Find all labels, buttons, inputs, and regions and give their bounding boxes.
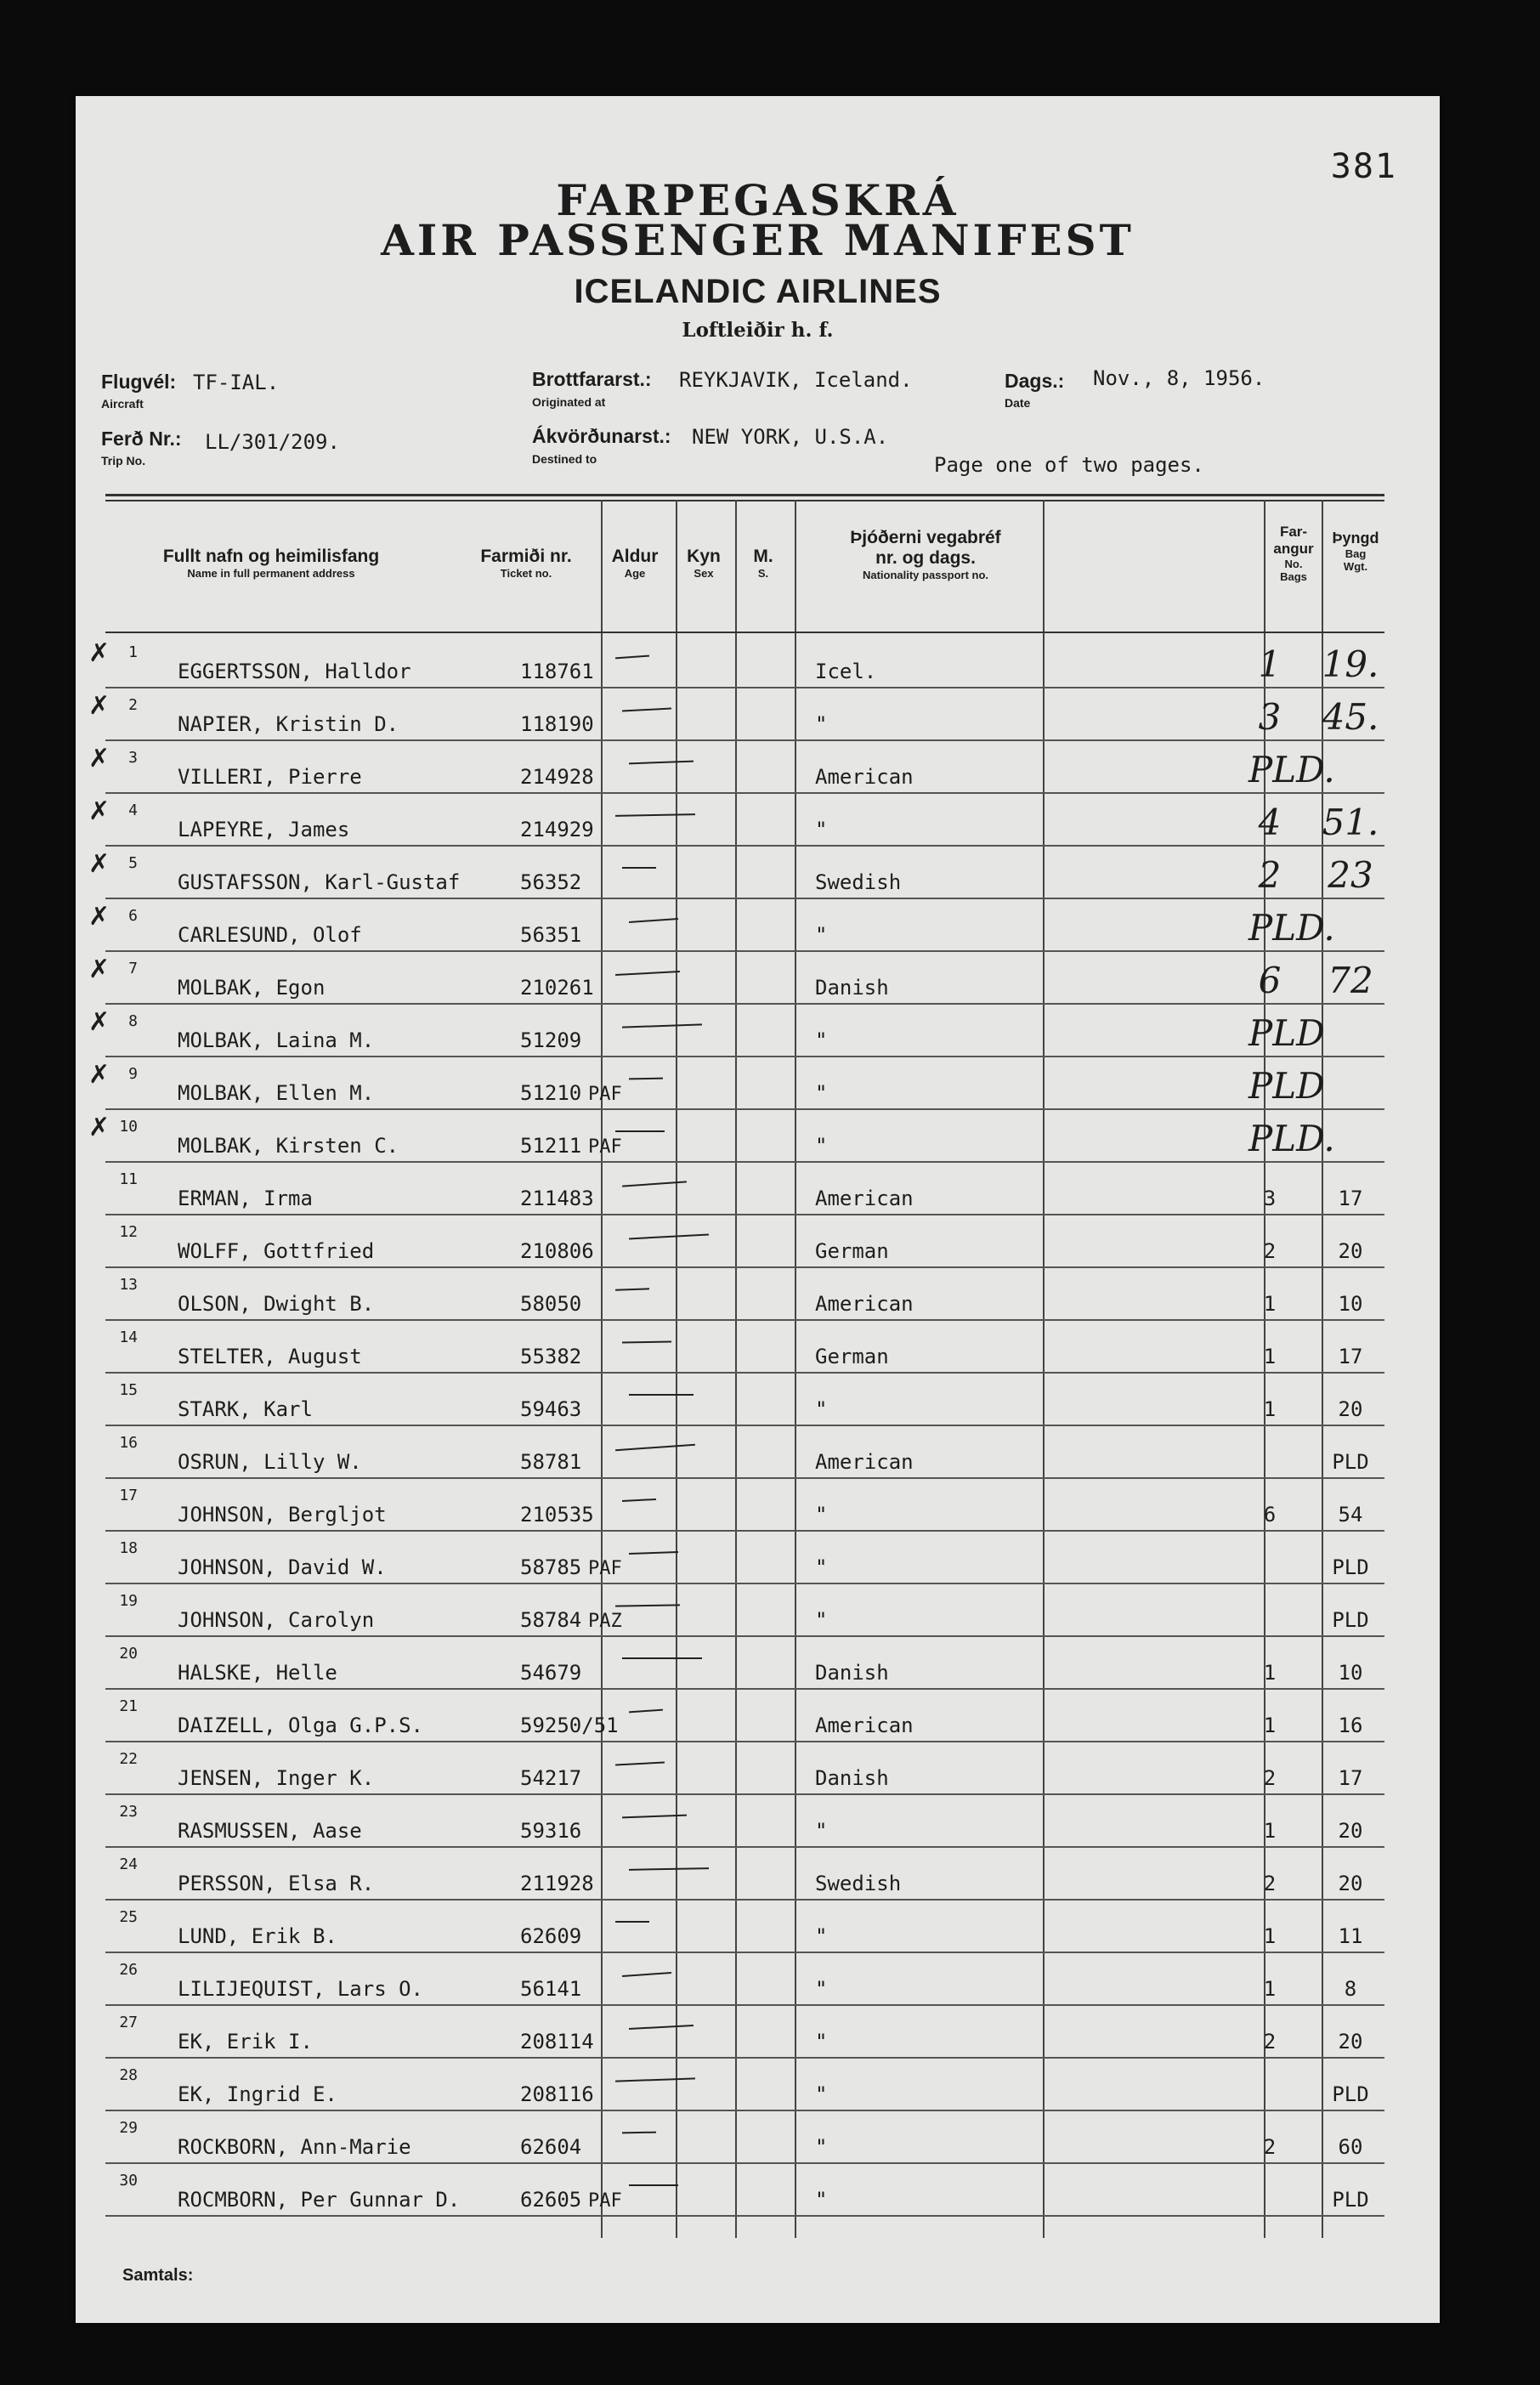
row-number: 22: [119, 1750, 138, 1768]
bag-weight: 8: [1344, 1977, 1357, 2001]
table-row: [105, 1635, 1384, 1690]
bag-weight: 20: [1338, 1819, 1363, 1843]
nationality: ": [815, 712, 828, 736]
row-number: 29: [119, 2119, 138, 2137]
ticket-number: 208114: [520, 2030, 594, 2054]
nationality: ": [815, 1924, 828, 1948]
bags-count: 2: [1263, 2135, 1277, 2159]
pen-stroke: [615, 655, 649, 660]
bag-weight: PLD: [1332, 2188, 1369, 2212]
bags-count: 1: [1258, 643, 1282, 685]
col-ms-header: M. S.: [753, 547, 773, 580]
bag-weight: 54: [1338, 1503, 1363, 1527]
passenger-name: EGGERTSSON, Halldor: [178, 660, 411, 683]
table-row: [105, 2004, 1384, 2059]
table-row: [88, 950, 1384, 1005]
date-sublabel: Date: [1005, 396, 1031, 410]
bag-weight: 60: [1338, 2135, 1363, 2159]
bag-weight: 17: [1338, 1345, 1363, 1368]
passenger-name: EK, Erik I.: [178, 2030, 313, 2054]
ticket-number: 58781: [520, 1450, 582, 1474]
table-row: [105, 1530, 1384, 1584]
bags-count: 6: [1258, 960, 1282, 1001]
passenger-name: CARLESUND, Olof: [178, 923, 362, 947]
table-row: [105, 1319, 1384, 1374]
check-mark: ✗: [88, 850, 110, 878]
nationality: ": [815, 1081, 828, 1105]
pen-stroke: [615, 971, 680, 976]
passenger-name: JOHNSON, David W.: [178, 1555, 387, 1579]
table-row: [88, 634, 1384, 688]
ticket-number: 56141: [520, 1977, 582, 2001]
check-mark: ✗: [88, 797, 110, 825]
passenger-name: ROCKBORN, Ann-Marie: [178, 2135, 411, 2159]
trip-value: LL/301/209.: [205, 430, 340, 454]
nationality: American: [815, 765, 914, 789]
nationality: ": [815, 923, 828, 947]
ticket-number: 62604: [520, 2135, 582, 2159]
bags-count: PLD.: [1248, 907, 1335, 949]
passenger-name: EK, Ingrid E.: [178, 2082, 337, 2106]
ticket-number: 208116: [520, 2082, 594, 2106]
bags-count: 2: [1263, 2030, 1277, 2054]
table-row: [105, 1425, 1384, 1479]
destination-value: NEW YORK, U.S.A.: [692, 425, 889, 449]
pen-stroke: [629, 1709, 663, 1714]
col-nationality-header: Þjóðerni vegabréf nr. og dags. Nationality passport no.: [850, 528, 1001, 581]
passenger-name: MOLBAK, Egon: [178, 976, 326, 1000]
table-row: [105, 1952, 1384, 2006]
check-mark: ✗: [88, 1008, 110, 1036]
table-row: [88, 687, 1384, 741]
row-number: 15: [119, 1381, 138, 1399]
bags-count: PLD.: [1248, 749, 1335, 790]
bags-count: 1: [1263, 1292, 1277, 1316]
row-number: 24: [119, 1855, 138, 1873]
table-row: [105, 2162, 1384, 2217]
table-row: [105, 1688, 1384, 1742]
ticket-number: 56351: [520, 923, 582, 947]
ticket-number: 210806: [520, 1239, 594, 1263]
passenger-name: WOLFF, Gottfried: [178, 1239, 375, 1263]
ticket-number: 59250/51: [520, 1714, 619, 1737]
pen-stroke: [622, 1657, 702, 1659]
row-number: 13: [119, 1276, 138, 1294]
ticket-number: 210261: [520, 976, 594, 1000]
check-mark: ✗: [88, 955, 110, 983]
row-number: 20: [119, 1645, 138, 1663]
bags-count: 2: [1263, 1239, 1277, 1263]
pen-stroke: [615, 1130, 665, 1132]
aircraft-sublabel: Aircraft: [101, 397, 144, 411]
nationality: ": [815, 2188, 828, 2212]
nationality: American: [815, 1450, 914, 1474]
bags-count: PLD: [1248, 1065, 1325, 1107]
bag-weight: PLD: [1332, 2082, 1369, 2106]
row-number: 19: [119, 1592, 138, 1610]
passenger-name: JENSEN, Inger K.: [178, 1766, 375, 1790]
bag-weight: 19.: [1322, 643, 1379, 685]
destination-label: Ákvörðunarst.:: [532, 425, 671, 447]
table-row: [105, 1793, 1384, 1848]
bag-weight: 10: [1338, 1661, 1363, 1685]
table-row: [88, 792, 1384, 847]
col-name-header: Fullt nafn og heimilisfang Name in full permanent address: [162, 547, 380, 580]
table-row: [105, 1161, 1384, 1215]
table-row: [105, 1583, 1384, 1637]
passenger-name: STARK, Karl: [178, 1397, 313, 1421]
nationality: Danish: [815, 976, 889, 1000]
bag-weight: 11: [1338, 1924, 1363, 1948]
airline-name: ICELANDIC AIRLINES: [574, 273, 942, 310]
origin-label: Brottfararst.:: [532, 368, 652, 390]
bag-weight: 20: [1338, 1239, 1363, 1263]
bags-count: 1: [1263, 1661, 1277, 1685]
pen-stroke: [615, 1604, 680, 1606]
origin-value: REYKJAVIK, Iceland.: [679, 368, 913, 392]
pen-stroke: [629, 1078, 663, 1080]
row-number: 17: [119, 1487, 138, 1504]
col-weight-header: Þyngd Bag Wgt.: [1332, 530, 1379, 573]
table-row: [88, 898, 1384, 952]
page-number: 381: [1330, 147, 1397, 186]
ticket-number: 59316: [520, 1819, 582, 1843]
passenger-name: OLSON, Dwight B.: [178, 1292, 375, 1316]
footer-total-label: Samtals:: [122, 2266, 194, 2285]
row-number: 10: [119, 1118, 138, 1136]
bag-weight: 17: [1338, 1766, 1363, 1790]
destination-sublabel: Destined to: [532, 452, 597, 466]
ticket-number: 62609: [520, 1924, 582, 1948]
nationality: Swedish: [815, 870, 902, 894]
row-number: 16: [119, 1434, 138, 1452]
pen-stroke: [629, 2184, 678, 2186]
ticket-number: 62605: [520, 2188, 582, 2212]
ticket-number: 58785: [520, 1555, 582, 1579]
ticket-number: 211928: [520, 1872, 594, 1895]
pen-stroke: [622, 1972, 671, 1977]
row-number: 8: [128, 1012, 138, 1030]
pen-stroke: [622, 1023, 702, 1028]
bag-weight: 72: [1328, 960, 1373, 1001]
row-number: 2: [128, 696, 138, 714]
ticket-number: 214929: [520, 818, 594, 841]
bag-weight: 10: [1338, 1292, 1363, 1316]
age-note: PAZ: [588, 1611, 622, 1632]
bag-weight: 16: [1338, 1714, 1363, 1737]
table-row: [88, 739, 1384, 794]
page-note: Page one of two pages.: [934, 453, 1204, 477]
nationality: Danish: [815, 1661, 889, 1685]
check-mark: ✗: [88, 745, 110, 773]
pen-stroke: [622, 867, 656, 869]
row-number: 21: [119, 1697, 138, 1715]
aircraft-label: Flugvél:: [101, 371, 177, 393]
passenger-name: DAIZELL, Olga G.P.S.: [178, 1714, 423, 1737]
passenger-name: MOLBAK, Laina M.: [178, 1028, 375, 1052]
passenger-name: PERSSON, Elsa R.: [178, 1872, 375, 1895]
nationality: American: [815, 1714, 914, 1737]
aircraft-value: TF-IAL.: [193, 371, 280, 394]
pen-stroke: [622, 707, 671, 711]
bags-count: 2: [1263, 1766, 1277, 1790]
pen-stroke: [622, 2132, 656, 2134]
bags-count: PLD.: [1248, 1118, 1335, 1159]
table-row: [88, 1108, 1384, 1163]
header-rule-inner: [105, 500, 1384, 501]
passenger-name: VILLERI, Pierre: [178, 765, 362, 789]
nationality: ": [815, 1608, 828, 1632]
date-label: Dags.:: [1005, 370, 1065, 392]
check-mark: ✗: [88, 1061, 110, 1089]
ticket-number: 54217: [520, 1766, 582, 1790]
bags-count: 2: [1258, 854, 1282, 896]
bag-weight: 45.: [1322, 696, 1379, 738]
bags-count: 1: [1263, 1714, 1277, 1737]
nationality: ": [815, 818, 828, 841]
column-header-rule: [105, 632, 1384, 633]
bag-weight: 20: [1338, 1397, 1363, 1421]
passenger-name: JOHNSON, Bergljot: [178, 1503, 387, 1527]
row-number: 5: [128, 854, 138, 872]
row-number: 18: [119, 1539, 138, 1557]
ticket-number: 58050: [520, 1292, 582, 1316]
row-number: 9: [128, 1065, 138, 1083]
row-number: 28: [119, 2066, 138, 2084]
table-row: [105, 1266, 1384, 1321]
bag-weight: 20: [1338, 1872, 1363, 1895]
bag-weight: PLD: [1332, 1608, 1369, 1632]
bags-count: PLD: [1248, 1012, 1325, 1054]
bags-count: 3: [1263, 1187, 1277, 1210]
bags-count: 2: [1263, 1872, 1277, 1895]
passenger-name: STELTER, August: [178, 1345, 362, 1368]
pen-stroke: [629, 1551, 678, 1555]
col-sex-header: Kyn Sex: [687, 547, 721, 580]
age-note: PAF: [588, 1558, 622, 1579]
nationality: ": [815, 1134, 828, 1158]
row-number: 4: [128, 802, 138, 819]
nationality: American: [815, 1187, 914, 1210]
origin-sublabel: Originated at: [532, 395, 606, 409]
bags-count: 1: [1263, 1924, 1277, 1948]
age-note: PAF: [588, 1084, 622, 1105]
pen-stroke: [629, 1234, 709, 1240]
pen-stroke: [629, 761, 694, 765]
pen-stroke: [615, 1288, 649, 1290]
nationality: ": [815, 2030, 828, 2054]
passenger-name: ERMAN, Irma: [178, 1187, 313, 1210]
row-number: 6: [128, 907, 138, 925]
passenger-name: OSRUN, Lilly W.: [178, 1450, 362, 1474]
col-age-header: Aldur Age: [611, 547, 659, 580]
nationality: ": [815, 1397, 828, 1421]
pen-stroke: [629, 1867, 709, 1871]
ticket-number: 59463: [520, 1397, 582, 1421]
row-number: 30: [119, 2172, 138, 2190]
ticket-number: 51210: [520, 1081, 582, 1105]
nationality: ": [815, 1819, 828, 1843]
ticket-number: 55382: [520, 1345, 582, 1368]
passenger-name: ROCMBORN, Per Gunnar D.: [178, 2188, 461, 2212]
ticket-number: 118190: [520, 712, 594, 736]
nationality: Swedish: [815, 1872, 902, 1895]
bag-weight: 51.: [1322, 802, 1379, 843]
passenger-name: LILIJEQUIST, Lars O.: [178, 1977, 423, 2001]
ticket-number: 51211: [520, 1134, 582, 1158]
table-row: [88, 845, 1384, 899]
col-ticket-header: Farmiði nr. Ticket no.: [480, 547, 572, 580]
nationality: ": [815, 1028, 828, 1052]
nationality: Danish: [815, 1766, 889, 1790]
table-row: [105, 1899, 1384, 1953]
passenger-name: HALSKE, Helle: [178, 1661, 337, 1685]
table-row: [105, 2110, 1384, 2164]
bags-count: 1: [1263, 1819, 1277, 1843]
nationality: ": [815, 1977, 828, 2001]
pen-stroke: [629, 2025, 694, 2030]
passenger-name: NAPIER, Kristin D.: [178, 712, 399, 736]
passenger-name: MOLBAK, Kirsten C.: [178, 1134, 399, 1158]
check-mark: ✗: [88, 639, 110, 667]
ticket-number: 56352: [520, 870, 582, 894]
manifest-sheet: [76, 96, 1440, 2323]
passenger-name: LAPEYRE, James: [178, 818, 350, 841]
ticket-number: 210535: [520, 1503, 594, 1527]
ticket-number: 211483: [520, 1187, 594, 1210]
nationality: ": [815, 2135, 828, 2159]
nationality: ": [815, 2082, 828, 2106]
bags-count: 3: [1258, 696, 1282, 738]
passenger-name: RASMUSSEN, Aase: [178, 1819, 362, 1843]
bags-count: 4: [1258, 802, 1282, 843]
pen-stroke: [622, 1498, 656, 1502]
row-number: 14: [119, 1328, 138, 1346]
row-number: 7: [128, 960, 138, 977]
col-bags-header: Far- angur No. Bags: [1273, 524, 1314, 583]
row-number: 26: [119, 1961, 138, 1979]
pen-stroke: [629, 918, 678, 923]
table-row: [105, 1741, 1384, 1795]
bag-weight: PLD: [1332, 1450, 1369, 1474]
bags-count: 6: [1263, 1503, 1277, 1527]
table-row: [88, 1003, 1384, 1057]
pen-stroke: [622, 1181, 687, 1187]
row-number: 11: [119, 1170, 138, 1188]
bag-weight: 23: [1328, 854, 1373, 896]
pen-stroke: [615, 1444, 695, 1452]
nationality: German: [815, 1345, 889, 1368]
nationality: ": [815, 1555, 828, 1579]
nationality: ": [815, 1503, 828, 1527]
ticket-number: 214928: [520, 765, 594, 789]
table-row: [105, 1372, 1384, 1426]
date-value: Nov., 8, 1956.: [1093, 366, 1265, 390]
nationality: German: [815, 1239, 889, 1263]
bag-weight: PLD: [1332, 1555, 1369, 1579]
passenger-name: JOHNSON, Carolyn: [178, 1608, 375, 1632]
row-number: 1: [128, 643, 138, 661]
ticket-number: 54679: [520, 1661, 582, 1685]
row-number: 27: [119, 2014, 138, 2031]
nationality: Icel.: [815, 660, 877, 683]
ticket-number: 51209: [520, 1028, 582, 1052]
table-row: [105, 1477, 1384, 1532]
row-number: 3: [128, 749, 138, 767]
ticket-number: 58784: [520, 1608, 582, 1632]
pen-stroke: [615, 1761, 665, 1765]
bags-count: 1: [1263, 1345, 1277, 1368]
bag-weight: 20: [1338, 2030, 1363, 2054]
table-row: [105, 1214, 1384, 1268]
pen-stroke: [629, 1394, 694, 1396]
passenger-name: MOLBAK, Ellen M.: [178, 1081, 375, 1105]
bags-count: 1: [1263, 1397, 1277, 1421]
bag-weight: 17: [1338, 1187, 1363, 1210]
table-row: [105, 2057, 1384, 2111]
pen-stroke: [615, 1921, 649, 1923]
pen-stroke: [622, 1340, 671, 1343]
age-note: PAF: [588, 1136, 622, 1158]
row-number: 23: [119, 1803, 138, 1821]
pen-stroke: [615, 813, 695, 817]
check-mark: ✗: [88, 1113, 110, 1142]
pen-stroke: [615, 2077, 695, 2082]
trip-sublabel: Trip No.: [101, 454, 146, 467]
bags-count: 1: [1263, 1977, 1277, 2001]
age-note: PAF: [588, 2190, 622, 2212]
trip-label: Ferð Nr.:: [101, 428, 182, 450]
passenger-name: LUND, Erik B.: [178, 1924, 337, 1948]
row-number: 25: [119, 1908, 138, 1926]
title-english: AIR PASSENGER MANIFEST: [381, 215, 1135, 265]
table-row: [88, 1056, 1384, 1110]
table-row: [105, 1846, 1384, 1901]
row-number: 12: [119, 1223, 138, 1241]
nationality: American: [815, 1292, 914, 1316]
company-name: Loftleiðir h. f.: [682, 319, 834, 342]
check-mark: ✗: [88, 903, 110, 931]
passenger-name: GUSTAFSSON, Karl-Gustaf: [178, 870, 461, 894]
title-icelandic: FARPEGASKRÁ: [556, 175, 960, 225]
check-mark: ✗: [88, 692, 110, 720]
header-rule: [105, 494, 1384, 496]
pen-stroke: [622, 1815, 687, 1819]
ticket-number: 118761: [520, 660, 594, 683]
